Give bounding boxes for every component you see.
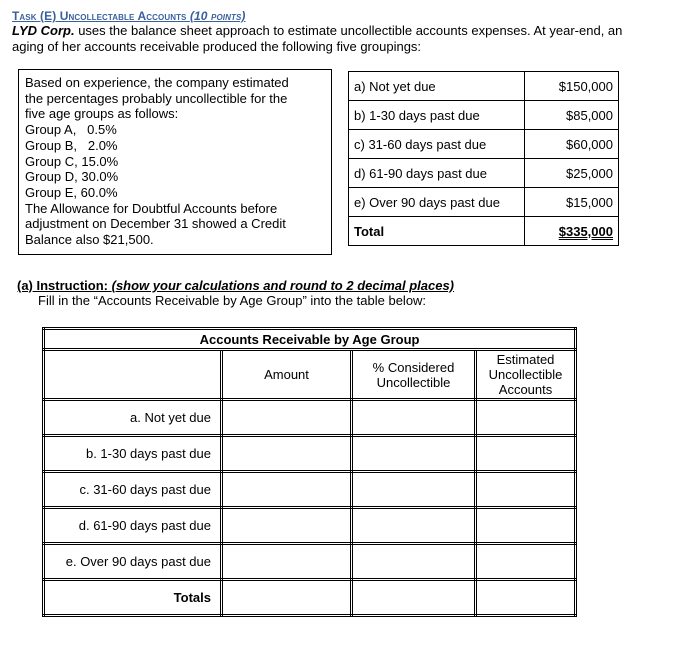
amount-total-cell[interactable]: [222, 580, 352, 616]
amount-cell[interactable]: [222, 544, 352, 580]
aging-label: d) 61-90 days past due: [349, 159, 525, 188]
info-line: Based on experience, the company estimated: [25, 75, 289, 90]
aging-label: e) Over 90 days past due: [349, 188, 525, 217]
aging-row: [349, 188, 619, 217]
aging-amount: $150,000: [525, 72, 619, 101]
info-line: the percentages probably uncollectible for the: [25, 90, 288, 106]
estimated-cell[interactable]: [476, 544, 576, 580]
estimated-cell[interactable]: [476, 508, 576, 544]
percent-cell[interactable]: [352, 436, 476, 472]
estimated-cell[interactable]: [476, 436, 576, 472]
aging-label: c) 31-60 days past due: [349, 130, 525, 159]
intro-paragraph: [12, 23, 652, 55]
instruction-body: Fill in the “Accounts Receivable by Age Group” into the table below:: [38, 293, 427, 308]
info-line-group-e: Group E, 60.0%: [25, 184, 118, 200]
aging-row: [349, 72, 619, 101]
header-estimated-line2: Uncollectible: [488, 367, 563, 382]
worksheet-table: [42, 327, 577, 617]
row-label: c. 31-60 days past due: [44, 472, 222, 508]
row-label: e. Over 90 days past due: [44, 544, 222, 580]
worksheet-row: [44, 544, 576, 580]
task-title: [12, 9, 246, 23]
header-amount: Amount: [222, 350, 352, 400]
company-name: LYD Corp.: [12, 23, 75, 38]
aging-label: a) Not yet due: [349, 72, 525, 101]
instruction-heading: [17, 278, 454, 293]
amount-cell[interactable]: [222, 508, 352, 544]
aging-row: [349, 159, 619, 188]
info-line: Balance also $21,500.: [25, 232, 154, 248]
percent-cell[interactable]: [352, 508, 476, 544]
aging-amount: $25,000: [525, 159, 619, 188]
percent-cell[interactable]: [352, 472, 476, 508]
task-points: (10 points): [189, 9, 246, 23]
info-line-group-d: Group D, 30.0%: [25, 169, 119, 185]
aging-total-row: [349, 217, 619, 246]
intro-text: uses the balance sheet approach to estimate uncollectible accounts expenses. At year-end, an aging of her accounts receivable produced the following five groupings:: [12, 23, 623, 54]
worksheet-totals-row: [44, 580, 576, 616]
amount-cell[interactable]: [222, 472, 352, 508]
worksheet-row: [44, 472, 576, 508]
percent-cell[interactable]: [352, 400, 476, 436]
aging-row: [349, 130, 619, 159]
header-percent-line1: % Considered: [372, 359, 455, 375]
worksheet-caption: Accounts Receivable by Age Group: [44, 329, 576, 350]
aging-table: [348, 71, 619, 246]
instruction-part: (a) Instruction:: [17, 278, 112, 293]
instruction-emphasis: (show your calculations and round to 2 decimal places): [111, 278, 455, 293]
header-estimated: [476, 350, 576, 400]
worksheet-row: [44, 400, 576, 436]
header-blank-cell: [44, 350, 222, 400]
header-estimated-line3: Accounts: [498, 382, 553, 397]
amount-cell[interactable]: [222, 400, 352, 436]
amount-cell[interactable]: [222, 436, 352, 472]
aging-label: b) 1-30 days past due: [349, 101, 525, 130]
aging-amount: $85,000: [525, 101, 619, 130]
worksheet-row: [44, 436, 576, 472]
info-line: The Allowance for Doubtful Accounts before: [25, 200, 278, 216]
totals-label: Totals: [44, 580, 222, 616]
header-estimated-line1: Estimated: [496, 352, 555, 367]
aging-total-label: Total: [349, 217, 525, 246]
row-label: b. 1-30 days past due: [44, 436, 222, 472]
info-line-group-b: Group B, 2.0%: [25, 137, 118, 153]
row-label: a. Not yet due: [44, 400, 222, 436]
header-percent: [352, 350, 476, 400]
estimated-cell[interactable]: [476, 400, 576, 436]
info-line-group-c: Group C, 15.0%: [25, 153, 119, 169]
info-line: five age groups as follows:: [25, 106, 179, 122]
percent-cell[interactable]: [352, 544, 476, 580]
info-line-group-a: Group A, 0.5%: [25, 122, 117, 138]
estimated-cell[interactable]: [476, 472, 576, 508]
header-percent-line2: Uncollectible: [376, 374, 451, 390]
task-title-text: Task (E) Uncollectable Accounts: [12, 9, 187, 23]
aging-amount: $60,000: [525, 130, 619, 159]
aging-row: [349, 101, 619, 130]
aging-amount: $15,000: [525, 188, 619, 217]
percent-total-cell[interactable]: [352, 580, 476, 616]
worksheet-header-row: [44, 350, 576, 400]
estimate-info-box: [18, 69, 332, 255]
worksheet-row: [44, 508, 576, 544]
info-line: adjustment on December 31 showed a Credit: [25, 216, 286, 232]
row-label: d. 61-90 days past due: [44, 508, 222, 544]
aging-total-amount: $335,000: [525, 217, 619, 246]
estimated-total-cell[interactable]: [476, 580, 576, 616]
